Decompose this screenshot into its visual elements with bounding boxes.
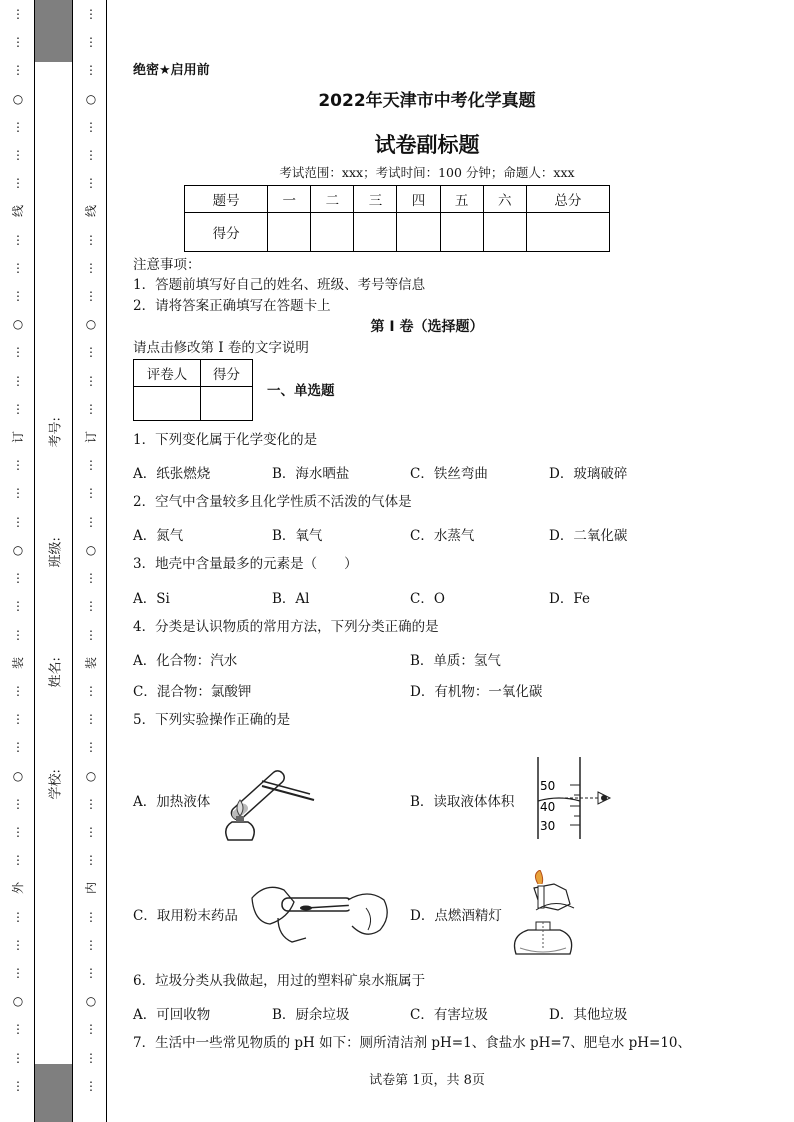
option-d[interactable]: D．其他垃圾	[549, 1007, 628, 1023]
binding-dots: ⋮	[12, 63, 24, 78]
notes-title: 注意事项：	[133, 257, 201, 273]
option-b[interactable]: B．厨余垃圾	[272, 1007, 350, 1023]
binding-dots: ⋮	[12, 1078, 24, 1093]
option-d[interactable]: D．有机物：一氧化碳	[410, 684, 543, 700]
binding-circle: ○	[12, 91, 24, 106]
binding-char: 订	[84, 431, 98, 444]
grader-cell[interactable]	[201, 387, 253, 421]
binding-char: 外	[11, 882, 25, 895]
question-stem: 3．地壳中含量最多的元素是（ ）	[133, 556, 358, 572]
option-b[interactable]: B．氧气	[272, 528, 323, 544]
score-row-label: 得分	[185, 213, 268, 252]
binding-dots: ⋮	[85, 514, 97, 529]
binding-dots: ⋮	[12, 599, 24, 614]
binding-dots: ⋮	[85, 937, 97, 952]
binding-circle: ○	[85, 768, 97, 783]
lighting-lamp-illustration	[510, 870, 585, 965]
binding-circle: ○	[85, 994, 97, 1009]
binding-dots: ⋮	[85, 571, 97, 586]
binding-dots: ⋮	[12, 373, 24, 388]
binding-dots: ⋮	[85, 909, 97, 924]
option-b[interactable]: B．单质：氢气	[410, 653, 501, 669]
score-header-cell: 二	[311, 186, 354, 213]
binding-dots: ⋮	[12, 571, 24, 586]
binding-dots: ⋮	[85, 486, 97, 501]
binding-dots: ⋮	[85, 148, 97, 163]
binding-dots: ⋮	[85, 401, 97, 416]
binding-dots: ⋮	[12, 965, 24, 980]
binding-dots: ⋮	[85, 373, 97, 388]
binding-dots: ⋮	[12, 176, 24, 191]
binding-dots: ⋮	[12, 796, 24, 811]
option-a[interactable]: A．氮气	[133, 528, 184, 544]
binding-dots: ⋮	[85, 1022, 97, 1037]
score-header-cell: 一	[268, 186, 311, 213]
binding-dots: ⋮	[85, 796, 97, 811]
binding-circle: ○	[85, 91, 97, 106]
binding-dots: ⋮	[85, 824, 97, 839]
grader-header-cell: 评卷人	[134, 360, 201, 387]
heating-liquid-illustration	[210, 748, 320, 848]
binding-dots: ⋮	[85, 63, 97, 78]
binding-dots: ⋮	[85, 853, 97, 868]
binding-circle: ○	[85, 317, 97, 332]
score-cell[interactable]	[311, 213, 354, 252]
binding-char: 内	[84, 882, 98, 895]
option-a[interactable]: A．化合物：汽水	[133, 653, 238, 669]
score-cell[interactable]	[354, 213, 397, 252]
binding-dots: ⋮	[12, 7, 24, 21]
option-c[interactable]: C．水蒸气	[410, 528, 475, 544]
cylinder-tick-label: 40	[540, 800, 556, 814]
option-c[interactable]: C．铁丝弯曲	[410, 466, 488, 482]
option-b[interactable]: B．海水晒盐	[272, 466, 350, 482]
grader-table	[133, 359, 253, 421]
score-header-cell: 总分	[526, 186, 609, 213]
binding-circle: ○	[12, 317, 24, 332]
score-cell[interactable]	[440, 213, 483, 252]
binding-dots: ⋮	[12, 289, 24, 304]
option-c[interactable]: C．取用粉末药品	[133, 908, 238, 924]
option-d[interactable]: D．点燃酒精灯	[410, 908, 502, 924]
binding-dots: ⋮	[85, 1078, 97, 1093]
graduated-cylinder-illustration	[530, 755, 620, 840]
binding-dots: ⋮	[12, 937, 24, 952]
name-label: 姓名:	[48, 657, 64, 688]
question-stem: 1．下列变化属于化学变化的是	[133, 432, 318, 448]
score-cell[interactable]	[483, 213, 526, 252]
exam-title: 2022年天津市中考化学真题	[318, 91, 536, 111]
binding-dots: ⋮	[12, 824, 24, 839]
binding-dots: ⋮	[12, 909, 24, 924]
binding-dots: ⋮	[85, 712, 97, 727]
section-desc: 请点击修改第 I 卷的文字说明	[133, 340, 309, 356]
binding-dots: ⋮	[85, 627, 97, 642]
binding-char: 装	[84, 656, 98, 669]
binding-char: 线	[11, 205, 25, 218]
binding-dots: ⋮	[85, 740, 97, 755]
binding-dots: ⋮	[12, 260, 24, 275]
binding-dots: ⋮	[85, 176, 97, 191]
option-a[interactable]: A．纸张燃烧	[133, 466, 211, 482]
binding-dots: ⋮	[12, 1022, 24, 1037]
binding-dots: ⋮	[85, 289, 97, 304]
option-c[interactable]: C．混合物：氯酸钾	[133, 684, 252, 700]
binding-dots: ⋮	[12, 486, 24, 501]
option-c[interactable]: C．有害垃圾	[410, 1007, 488, 1023]
binding-dots: ⋮	[85, 599, 97, 614]
binding-char: 订	[11, 431, 25, 444]
binding-char: 装	[11, 656, 25, 669]
binding-dots: ⋮	[85, 232, 97, 247]
question-stem: 2．空气中含量较多且化学性质不活泼的气体是	[133, 494, 412, 510]
page-footer: 试卷第 1页，共 8页	[369, 1073, 485, 1088]
binding-dots: ⋮	[85, 1050, 97, 1065]
binding-dots: ⋮	[12, 232, 24, 247]
question-stem: 7．生活中一些常见物质的 pH 如下：厕所清洁剂 pH=1、食盐水 pH=7、肥皂水 pH=10、	[133, 1035, 691, 1051]
binding-dots: ⋮	[85, 260, 97, 275]
exam-no-label: 考号:	[48, 417, 64, 448]
binding-dots: ⋮	[12, 119, 24, 134]
score-header-cell: 三	[354, 186, 397, 213]
binding-dots: ⋮	[85, 683, 97, 698]
grader-header-cell: 得分	[201, 360, 253, 387]
cylinder-tick-label: 50	[540, 779, 556, 793]
binding-dots: ⋮	[12, 627, 24, 642]
binding-circle: ○	[85, 542, 97, 557]
option-d[interactable]: D．Fe	[549, 591, 590, 607]
binding-dots: ⋮	[12, 853, 24, 868]
question-stem: 5．下列实验操作正确的是	[133, 712, 291, 728]
secret-label: 绝密★启用前	[133, 63, 210, 78]
score-header-cell: 四	[397, 186, 440, 213]
binding-dots: ⋮	[12, 458, 24, 473]
class-label: 班级:	[48, 537, 64, 568]
binding-dots: ⋮	[85, 458, 97, 473]
option-a[interactable]: A．可回收物	[133, 1007, 211, 1023]
option-b[interactable]: B．读取液体体积	[410, 794, 515, 810]
binding-dots: ⋮	[85, 965, 97, 980]
binding-dots: ⋮	[85, 35, 97, 50]
option-c[interactable]: C．O	[410, 591, 445, 607]
binding-circle: ○	[12, 768, 24, 783]
binding-circle: ○	[12, 994, 24, 1009]
option-d[interactable]: D．玻璃破碎	[549, 466, 628, 482]
binding-dots: ⋮	[85, 345, 97, 360]
school-label: 学校:	[48, 769, 64, 800]
grader-cell[interactable]	[134, 387, 201, 421]
notes-item: 2．请将答案正确填写在答题卡上	[133, 298, 331, 314]
part-title: 一、单选题	[267, 383, 335, 399]
binding-dots: ⋮	[12, 683, 24, 698]
cylinder-tick-label: 30	[540, 819, 556, 833]
notes-item: 1．答题前填写好自己的姓名、班级、考号等信息	[133, 277, 426, 293]
binding-dots: ⋮	[12, 740, 24, 755]
question-stem: 4．分类是认识物质的常用方法，下列分类正确的是	[133, 619, 439, 635]
binding-dots: ⋮	[12, 148, 24, 163]
section-title: 第 I 卷（选择题）	[370, 319, 484, 335]
option-d[interactable]: D．二氧化碳	[549, 528, 628, 544]
score-cell[interactable]	[526, 213, 609, 252]
binding-dots: ⋮	[12, 345, 24, 360]
score-header-cell: 题号	[185, 186, 268, 213]
binding-gray-bar-top	[34, 0, 72, 62]
question-stem: 6．垃圾分类从我做起，用过的塑料矿泉水瓶属于	[133, 973, 426, 989]
exam-info: 考试范围：xxx；考试时间：100 分钟；命题人：xxx	[279, 165, 575, 180]
score-table	[184, 185, 610, 252]
score-header-cell: 六	[483, 186, 526, 213]
score-cell[interactable]	[397, 213, 440, 252]
binding-dots: ⋮	[12, 401, 24, 416]
powder-sampling-illustration	[248, 878, 393, 948]
score-cell[interactable]	[268, 213, 311, 252]
binding-circle: ○	[12, 542, 24, 557]
exam-subtitle: 试卷副标题	[374, 133, 480, 157]
binding-dots: ⋮	[85, 119, 97, 134]
binding-dots: ⋮	[12, 1050, 24, 1065]
binding-dots: ⋮	[12, 712, 24, 727]
binding-char: 线	[84, 205, 98, 218]
binding-dots: ⋮	[12, 514, 24, 529]
binding-dots: ⋮	[85, 7, 97, 21]
option-a[interactable]: A．Si	[133, 591, 170, 607]
score-header-cell: 五	[440, 186, 483, 213]
binding-dots: ⋮	[12, 35, 24, 50]
option-a[interactable]: A．加热液体	[133, 794, 211, 810]
option-b[interactable]: B．Al	[272, 591, 310, 607]
